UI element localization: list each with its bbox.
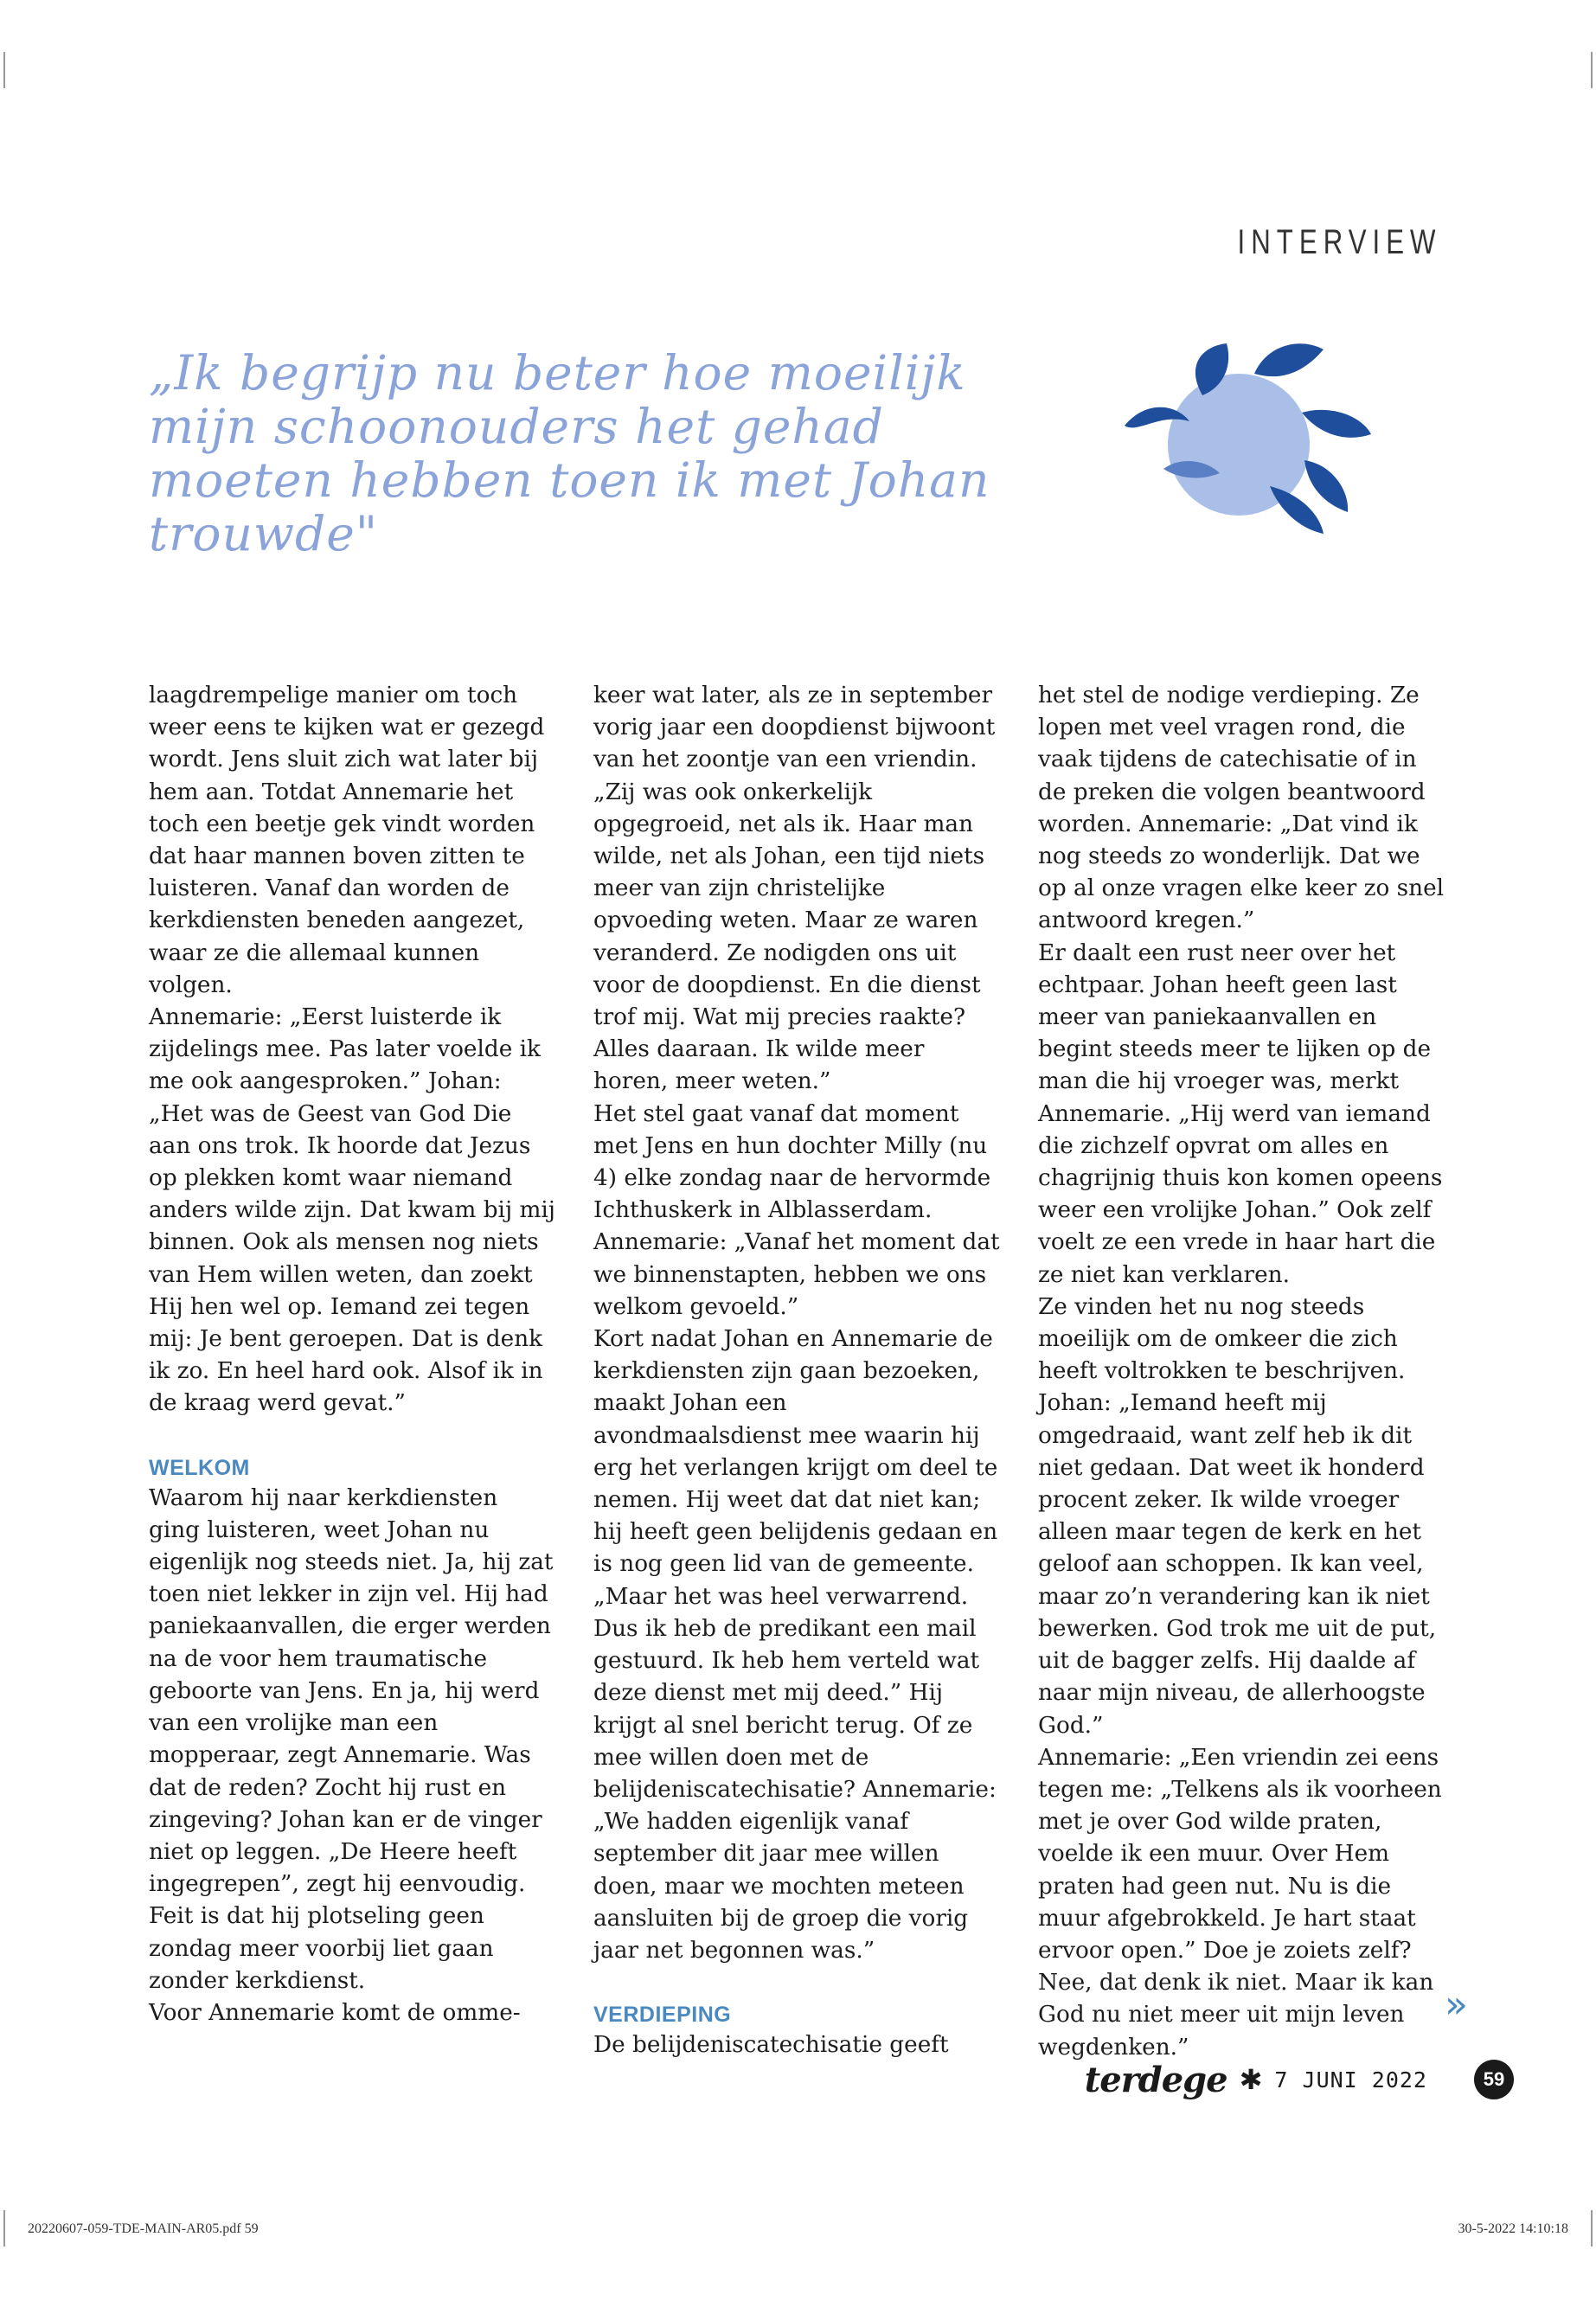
article-column-3 — [1038, 680, 1445, 2064]
paragraph: Kort nadat Johan en Annemarie de kerkdiensten zijn gaan bezoeken, maakt Johan een avondmaalsdienst mee waarin hij erg het verlangen krijgt om deel te nemen. Hij weet dat dat niet kan; hij heeft geen belijdenis gedaan en is nog geen lid van de gemeente. „Maar het was heel verwarrend. Dus ik heb de predikant een mail gestuurd. Ik heb hem verteld wat deze dienst met mij deed.” Hij krijgt al snel bericht terug. Of ze mee willen doen met de belijdeniscatechisatie? Annemarie: „We hadden eigenlijk vanaf september dit jaar mee willen doen, maar we mochten meteen aansluiten bij de groep die vorig jaar net begonnen was.” — [593, 1326, 998, 1964]
paragraph: Voor Annemarie komt de omme- — [149, 1999, 521, 2026]
print-slug-timestamp: 30-5-2022 14:10:18 — [1458, 2221, 1568, 2236]
asterisk-icon: ✱ — [1239, 2063, 1263, 2096]
issue-date: 7 JUNI 2022 — [1274, 2067, 1427, 2093]
article-column-1 — [149, 680, 555, 2029]
section-label: INTERVIEW — [1238, 223, 1442, 261]
crop-mark — [1591, 52, 1593, 88]
paragraph: Annemarie: „Eerst luisterde ik zijdelings mee. Pas later voelde ik me ook aangesproken.” Johan: „Het was de Geest van God Die aan ons trok. Ik hoorde dat Jezus op plekken komt waar niemand anders wilde zijn. Dat kwam bij mij binnen. Ook als mensen nog niets van Hem willen weten, dan zoekt Hij hen wel op. Iemand zei tegen mij: Je bent geroepen. Dat is denk ik zo. En heel hard ook. Alsof ik in de kraag werd gevat.” — [149, 1004, 555, 1417]
page-number: 59 — [1474, 2060, 1514, 2099]
blue-orb-with-leaves-icon — [1116, 339, 1375, 538]
magazine-logo: terdege — [1084, 2059, 1227, 2100]
page-footer — [1085, 2054, 1514, 2106]
paragraph: Het stel gaat vanaf dat moment met Jens en hun dochter Milly (nu 4) elke zondag naar de hervormde Ichthuskerk in Alblasserdam. Annemarie: „Vanaf het moment dat we binnenstapten, hebben we ons welkom gevoeld.” — [593, 1100, 1000, 1320]
paragraph: het stel de nodige verdieping. Ze lopen met veel vragen rond, die vaak tijdens de catechisatie of in de preken die volgen beantwoord worden. Annemarie: „Dat vind ik nog steeds zo wonderlijk. Dat we op al onze vragen elke keer zo snel antwoord kregen.” — [1038, 683, 1445, 934]
paragraph: Ze vinden het nu nog steeds moeilijk om de omkeer die zich heeft voltrokken te beschrijven. Johan: „Iemand heeft mij omgedraaid, want zelf heb ik dit niet gedaan. Dat weet ik honderd procent zeker. Ik wilde vroeger alleen maar tegen de kerk en het geloof aan schoppen. Ik kan veel, maar zo’n verandering kan ik niet bewerken. God trok me uit de put, uit de bagger zelfs. Hij daalde af naar mijn niveau, de allerhoogste God.” — [1038, 1293, 1437, 1739]
leaf — [1254, 343, 1324, 376]
paragraph: Er daalt een rust neer over het echtpaar. Johan heeft geen last meer van paniekaanvallen en begint steeds meer te lijken op de man die hij vroeger was, merkt Annemarie. „Hij werd van iemand die zichzelf opvrat om alles en chagrijnig thuis kon komen opeens weer een vrolijke Johan.” Ook zelf voelt ze een vrede in haar hart die ze niet kan verklaren. — [1038, 939, 1443, 1288]
section-subheading: VERDIEPING — [593, 2003, 732, 2028]
paragraph: laagdrempelige manier om toch weer eens te kijken wat er gezegd wordt. Jens sluit zich wat later bij hem aan. Totdat Annemarie het toch een beetje gek vindt worden dat haar mannen boven zitten te luisteren. Vanaf dan worden de kerkdiensten beneden aangezet, waar ze die allemaal kunnen volgen. — [149, 683, 545, 998]
article-column-2 — [593, 680, 1000, 2061]
crop-mark — [3, 52, 5, 88]
crop-mark — [1591, 2210, 1593, 2247]
leaf — [1270, 486, 1324, 534]
paragraph: Waarom hij naar kerkdiensten ging luisteren, weet Johan nu eigenlijk nog steeds niet. Ja, hij zat toen niet lekker in zijn vel. Hij had paniekaanvallen, die erger werden na de voor hem traumatische geboorte van Jens. En ja, hij werd van een vrolijke man een mopperaar, zegt Annemarie. Was dat de reden? Zocht hij rust en zingeving? Johan kan er de vinger niet op leggen. „De Heere heeft ingegrepen”, zegt hij eenvoudig. Feit is dat hij plotseling geen zondag meer voorbij liet gaan zonder kerkdienst. — [149, 1484, 554, 1994]
paragraph: keer wat later, als ze in september vorig jaar een doopdienst bijwoont van het zoontje van een vriendin. „Zij was ook onkerkelijk opgegroeid, net als ik. Haar man wilde, net als Johan, een tijd niets meer van zijn christelijke opvoeding weten. Maar ze waren veranderd. Ze nodigden ons uit voor de doopdienst. En die dienst trof mij. Wat mij precies raakte? Alles daaraan. Ik wilde meer horen, meer weten.” — [593, 683, 996, 1095]
paragraph: De belijdeniscatechisatie geeft — [593, 2032, 949, 2059]
paragraph: Annemarie: „Een vriendin zei eens tegen me: „Telkens als ik voorheen met je over God wilde praten, voelde ik een muur. Over Hem praten had geen nut. Nu is die muur afgebrokkeld. Je hart staat ervoor open.” Doe je zoiets zelf? Nee, dat denk ik niet. Maar ik kan God nu niet meer uit mijn leven wegdenken.” — [1038, 1744, 1442, 2061]
print-slug-file: 20220607-059-TDE-MAIN-AR05.pdf 59 — [28, 2221, 259, 2236]
crop-mark — [3, 2210, 5, 2247]
leaf — [1302, 410, 1371, 438]
leaf — [1304, 460, 1348, 512]
continue-arrow-icon: » — [1445, 1983, 1468, 2027]
pull-quote: „Ik begrijp nu beter hoe moeilijk mijn schoonouders het gehad moeten hebben toen ik met Johan trouwde" — [149, 345, 990, 561]
section-subheading: WELKOM — [149, 1455, 250, 1480]
